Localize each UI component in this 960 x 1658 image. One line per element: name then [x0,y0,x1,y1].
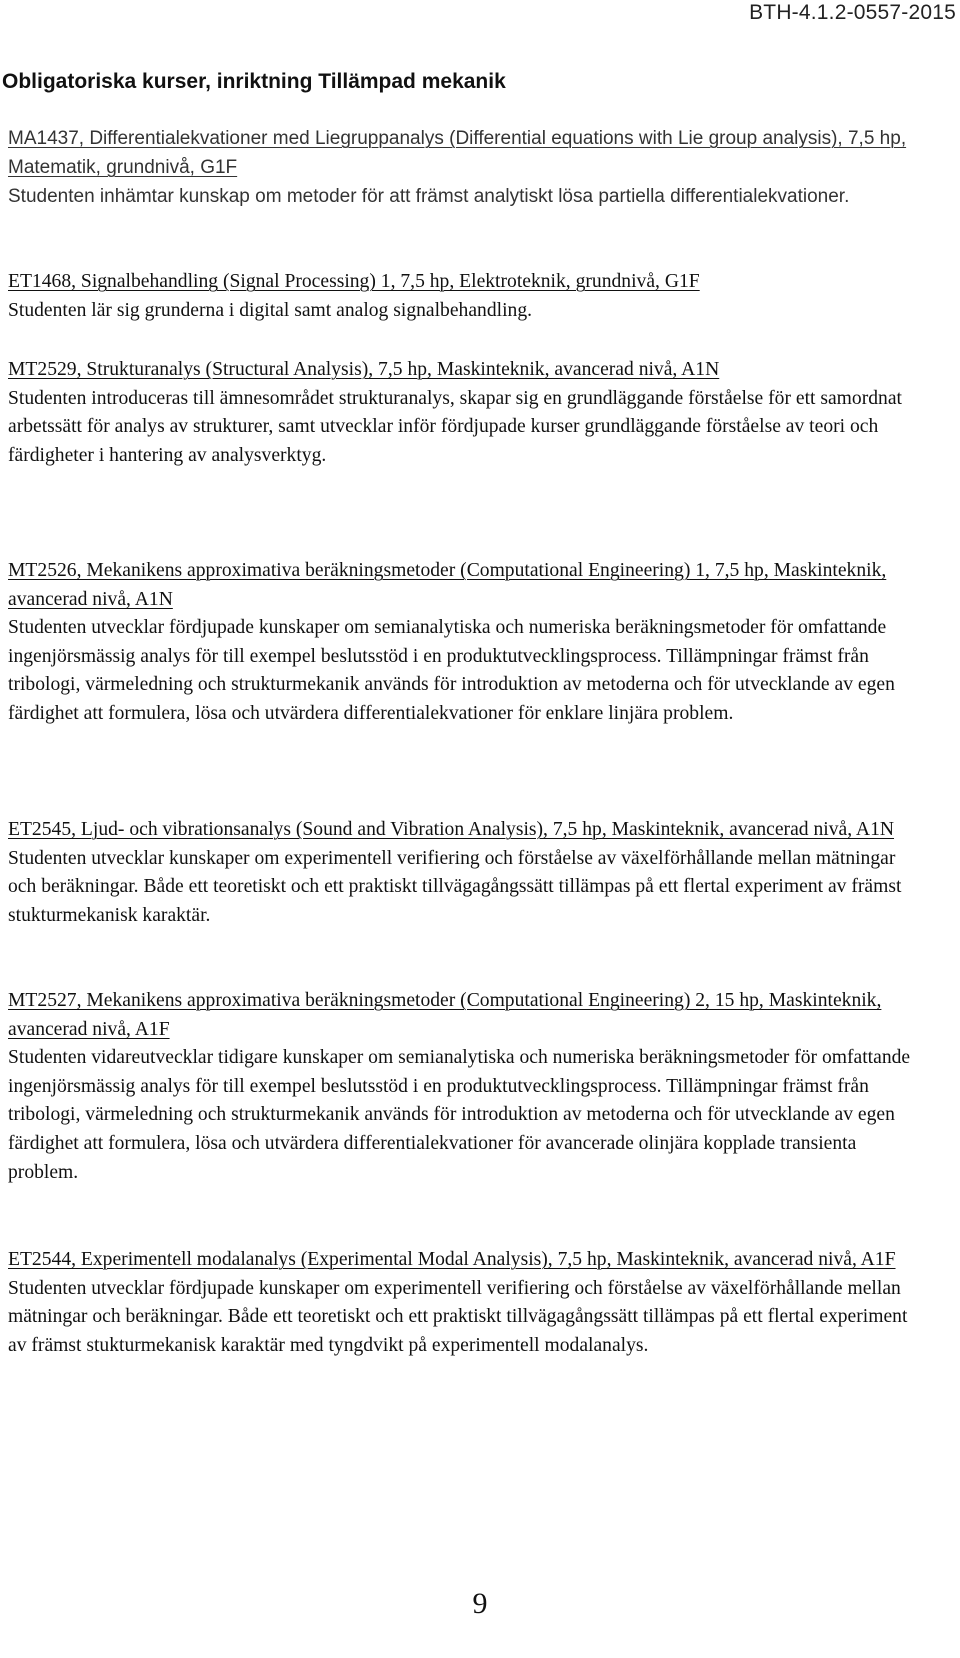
course-title: ET1468, Signalbehandling (Signal Processing) 1, 7,5 hp, Elektroteknik, grundnivå, G1F [8,271,700,292]
course-title: MT2529, Strukturanalys (Structural Analysis), 7,5 hp, Maskinteknik, avancerad nivå, A1N [8,359,720,380]
course-entry [8,268,928,325]
course-description: Studenten utvecklar fördjupade kunskaper om experimentell verifiering och förståelse av växelförhållande mellan mätningar och beräkningar. Både ett teoretiskt och ett praktiskt tillvägagångssätt tillämpas på ett flertal experiment av främst stukturmekanisk karaktär med tyngdvikt på experimentell modalanalys. [8,1277,908,1356]
course-title: ET2545, Ljud- och vibrationsanalys (Sound and Vibration Analysis), 7,5 hp, Maskinteknik, avancerad nivå, A1N [8,819,895,840]
course-title: MA1437, Differentialekvationer med Liegruppanalys (Differential equations with Lie group analysis), 7,5 hp, Matematik, grundnivå, G1F [8,128,907,178]
section-heading: Obligatoriska kurser, inriktning Tillämpad mekanik [2,70,506,93]
course-entry [8,557,928,729]
course-description: Studenten inhämtar kunskap om metoder för att främst analytiskt lösa partiella differentialekvationer. [8,186,850,207]
course-description: Studenten utvecklar kunskaper om experimentell verifiering och förståelse av växelförhållande mellan mätningar och beräkningar. Både ett teoretiskt och ett praktiskt tillvägagångssätt tillämpas på ett flertal experiment av främst stukturmekanisk karaktär. [8,847,902,926]
course-title: ET2544, Experimentell modalanalys (Experimental Modal Analysis), 7,5 hp, Maskinteknik, avancerad nivå, A1F [8,1249,896,1270]
course-title: MT2526, Mekanikens approximativa beräkningsmetoder (Computational Engineering) 1, 7,5 hp, Maskinteknik, avancerad nivå, A1N [8,560,887,610]
course-entry [8,356,928,470]
page-number: 9 [472,1587,488,1620]
course-entry [8,816,928,930]
course-description: Studenten vidareutvecklar tidigare kunskaper om semianalytiska och numeriska beräkningsmetoder för omfattande ingenjörsmässig analys för till exempel beslutsstöd i en produktutvecklingsprocess. Tillämpningar främst från tribologi, värmeledning och strukturmekanik används för introduktion av metoderna och för utvecklande av egen färdighet att formulera, lösa och utvärdera differentialekvationer för avancerade olinjära kopplade transienta problem. [8,1047,911,1183]
course-description: Studenten introduceras till ämnesområdet strukturanalys, skapar sig en grundläggande förståelse för ett samordnat arbetssätt för analys av strukturer, samt utvecklar inför fördjupade kurser grundläggande förståelse av teori och färdigheter i hantering av analysverktyg. [8,387,902,466]
course-title: MT2527, Mekanikens approximativa beräkningsmetoder (Computational Engineering) 2, 15 hp, Maskinteknik, avancerad nivå, A1F [8,990,882,1040]
course-description: Studenten utvecklar fördjupade kunskaper om semianalytiska och numeriska beräkningsmetoder för omfattande ingenjörsmässig analys för till exempel beslutsstöd i en produktutvecklingsprocess. Tillämpningar främst från tribologi, värmeledning och strukturmekanik används för introduktion av metoderna och för utvecklande av egen färdighet att formulera, lösa och utvärdera differentialekvationer för enklare linjära problem. [8,617,895,724]
course-entry [8,124,928,211]
course-description: Studenten lär sig grunderna i digital samt analog signalbehandling. [8,299,533,321]
document-reference: BTH-4.1.2-0557-2015 [749,1,956,24]
course-entry [8,1246,928,1360]
course-entry [8,987,928,1187]
